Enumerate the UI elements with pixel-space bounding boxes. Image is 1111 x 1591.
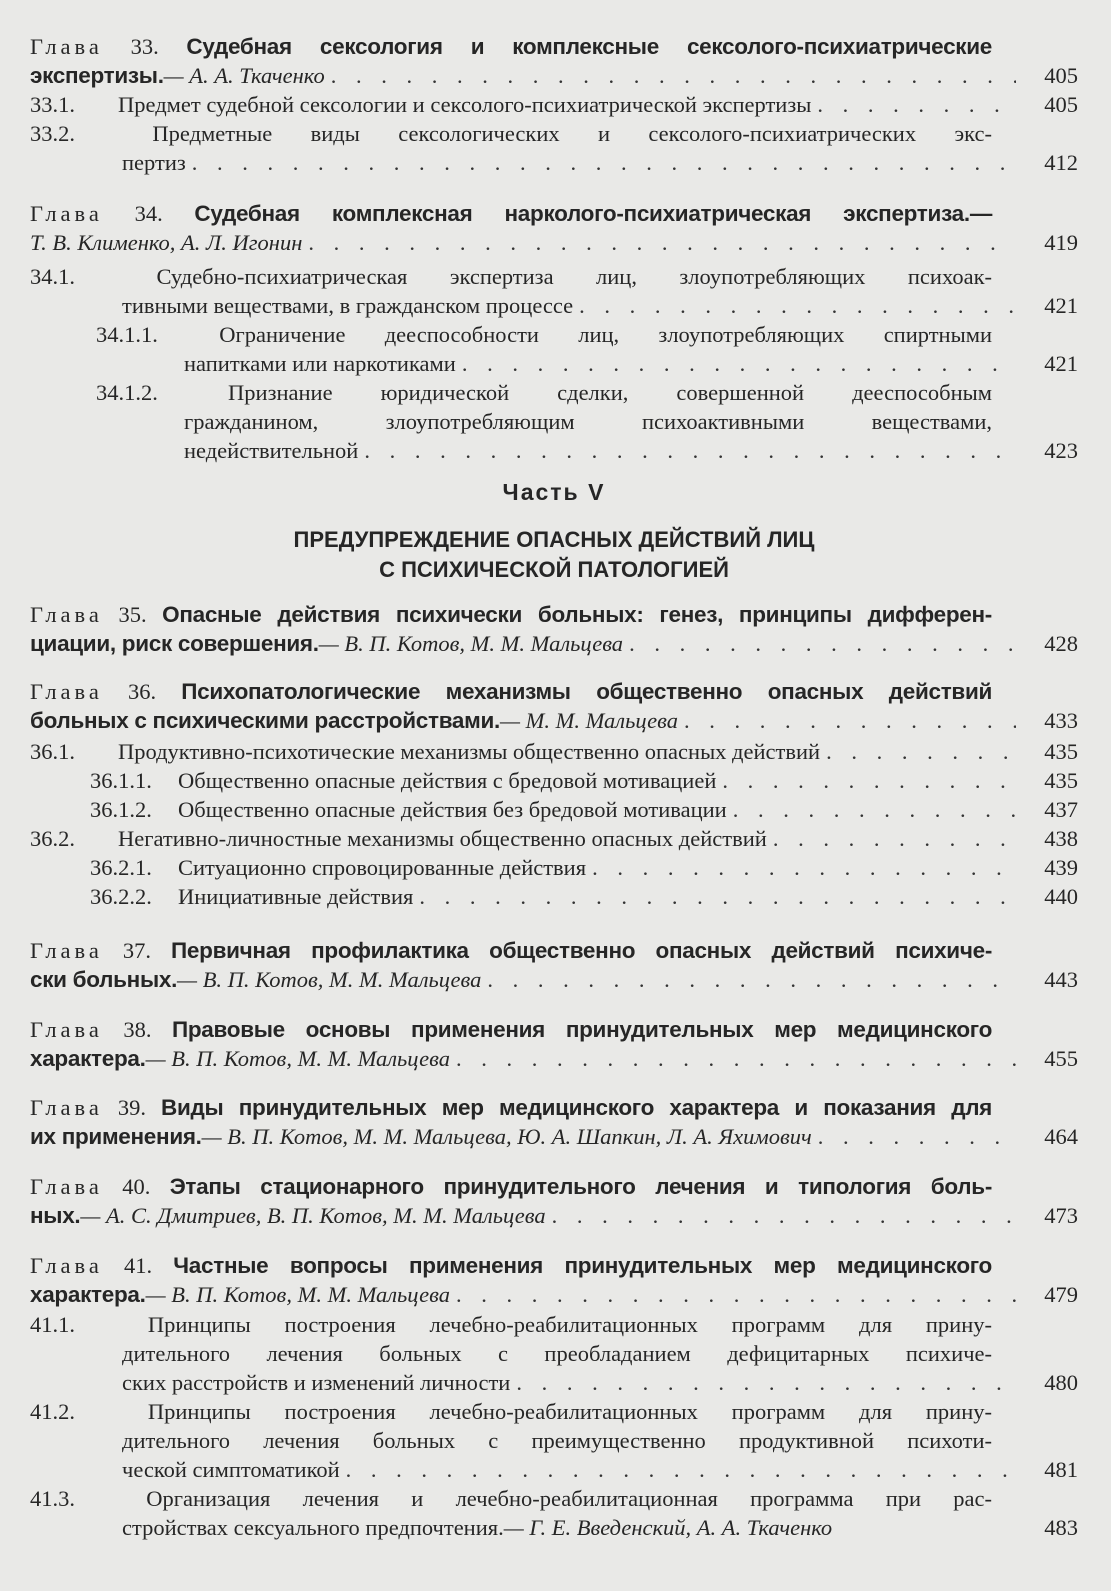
page-number: 435 [1044, 768, 1078, 793]
chapter-title: Судебная сексология и комплексные сексолого-психиатрические [186, 34, 992, 59]
section-number: 36.1.2. [90, 797, 152, 822]
section-title-cont: гражданином, злоупотребляющим психоактивными веществами, [184, 409, 992, 434]
leader-dots [364, 436, 1016, 465]
chapter-number: 35. [118, 602, 147, 627]
toc-section-41-2 [30, 1397, 1078, 1484]
leader-dots [722, 766, 1016, 795]
section-number: 33.2. [30, 121, 75, 146]
part-title: Часть V [502, 479, 606, 505]
chapter-title-cont: экспертизы. [30, 63, 164, 88]
chapter-authors: В. П. Котов, М. М. Мальцева [171, 1282, 450, 1307]
page-number: 419 [1044, 230, 1078, 255]
chapter-authors: В. П. Котов, М. М. Мальцева [344, 631, 624, 656]
chapter-authors: А. А. Ткаченко [189, 63, 325, 88]
dash: — [201, 1124, 222, 1149]
page-number: 464 [1044, 1124, 1078, 1149]
leader-dots [308, 228, 1016, 257]
toc-chapter-37 [30, 936, 1078, 994]
section-number: 41.1. [30, 1312, 75, 1337]
page-number: 479 [1044, 1282, 1078, 1307]
section-title-cont: дительного лечения больных с преобладанием дефицитарных психиче- [122, 1341, 992, 1366]
dash: — [145, 1046, 166, 1071]
toc-chapter-34 [30, 199, 1078, 257]
page-number: 481 [1044, 1457, 1078, 1482]
chapter-title: Виды принудительных мер медицинского характера и показания для [161, 1095, 993, 1120]
toc-subsection-36-2-2 [90, 882, 1078, 911]
toc-chapter-33 [30, 32, 1078, 90]
leader-dots [684, 706, 1016, 735]
page-number: 435 [1044, 739, 1078, 764]
dash: — [80, 1203, 101, 1228]
chapter-number: 38. [123, 1017, 152, 1042]
section-title: Принципы построения лечебно-реабилитационных программ для прину- [147, 1399, 993, 1424]
leader-dots [733, 795, 1016, 824]
leader-dots [456, 1280, 1016, 1309]
page-number: 440 [1044, 884, 1078, 909]
dash: — [318, 631, 339, 656]
page-number: 480 [1044, 1370, 1078, 1395]
chapter-title-cont: характера. [30, 1282, 146, 1307]
section-number: 36.2.2. [90, 884, 152, 909]
chapter-title: Частные вопросы применения принудительных мер медицинского [173, 1253, 992, 1278]
toc-section-36-1 [30, 737, 1078, 766]
section-title-cont: недействительной [184, 438, 359, 463]
section-number: 36.1. [30, 739, 75, 764]
chapter-label: Глава [30, 1174, 103, 1199]
page-number: 405 [1044, 92, 1078, 117]
section-number: 41.2. [30, 1399, 75, 1424]
chapter-number: 40. [122, 1174, 151, 1199]
chapter-label: Глава [30, 1253, 103, 1278]
leader-dots [629, 629, 1016, 658]
chapter-title: Опасные действия психически больных: генез, принципы дифферен- [162, 602, 992, 627]
toc-section-33-2 [30, 119, 1078, 177]
section-number: 36.2. [30, 826, 75, 851]
chapter-label: Глава [30, 938, 103, 963]
leader-dots [487, 965, 1016, 994]
leader-dots [826, 737, 1016, 766]
toc-chapter-35 [30, 600, 1078, 658]
section-title-cont: дительного лечения больных с преимущественно продуктивной психоти- [122, 1428, 992, 1453]
toc-subsection-34-1-2 [96, 378, 1078, 465]
section-title: Ограничение дееспособности лиц, злоупотребляющих спиртными [219, 322, 992, 347]
toc-chapter-40 [30, 1172, 1078, 1230]
leader-dots [516, 1368, 1016, 1397]
chapter-number: 34. [134, 201, 163, 226]
section-title-cont: тивными веществами, в гражданском процессе [122, 293, 574, 318]
toc-chapter-36 [30, 677, 1078, 735]
toc-subsection-36-1-2 [90, 795, 1078, 824]
toc-section-41-1 [30, 1310, 1078, 1397]
chapter-authors: Т. В. Клименко, А. Л. Игонин [30, 230, 303, 255]
page-number: 439 [1044, 855, 1078, 880]
section-title: Общественно опасные действия с бредовой мотивацией [178, 768, 717, 793]
section-number: 41.3. [30, 1486, 75, 1511]
page-number: 483 [1044, 1515, 1078, 1540]
section-number: 36.1.1. [90, 768, 152, 793]
chapter-authors: А. С. Дмитриев, В. П. Котов, М. М. Мальцева [106, 1203, 546, 1228]
chapter-label: Глава [30, 201, 103, 226]
chapter-title-cont: ски больных. [30, 967, 178, 992]
chapter-authors: М. М. Мальцева [525, 708, 678, 733]
chapter-authors: В. П. Котов, М. М. Мальцева [171, 1046, 450, 1071]
part-subtitle-line-1: ПРЕДУПРЕЖДЕНИЕ ОПАСНЫХ ДЕЙСТВИЙ ЛИЦ [293, 527, 815, 552]
leader-dots [817, 90, 1016, 119]
chapter-number: 39. [117, 1095, 147, 1120]
dash: — [163, 63, 184, 88]
page-number: 428 [1044, 631, 1078, 656]
leader-dots [579, 291, 1016, 320]
leader-dots [773, 824, 1016, 853]
chapter-number: 37. [122, 938, 152, 963]
section-title: Негативно-личностные механизмы общественно опасных действий [118, 826, 767, 851]
chapter-number: 36. [128, 679, 157, 704]
toc-section-34-1 [30, 262, 1078, 320]
section-title-cont: стройствах сексуального предпочтения. [122, 1515, 504, 1540]
section-title-cont: ских расстройств и изменений личности [122, 1370, 511, 1395]
section-number: 36.2.1. [90, 855, 152, 880]
leader-dots [346, 1455, 1016, 1484]
leader-dots [192, 148, 1016, 177]
page-number: 455 [1044, 1046, 1078, 1071]
toc-section-33-1 [30, 90, 1078, 119]
page-number: 412 [1044, 150, 1078, 175]
leader-dots [592, 853, 1016, 882]
toc-chapter-41 [30, 1251, 1078, 1309]
section-authors: Г. Е. Введенский, А. А. Ткаченко [529, 1515, 833, 1540]
chapter-label: Глава [30, 1017, 103, 1042]
leader-dots [462, 349, 1016, 378]
page-number: 405 [1044, 63, 1078, 88]
section-number: 33.1. [30, 92, 75, 117]
chapter-title: Психопатологические механизмы общественно опасных действий [181, 679, 993, 704]
page-number: 421 [1044, 351, 1078, 376]
page-number: 473 [1044, 1203, 1078, 1228]
chapter-authors: В. П. Котов, М. М. Мальцева, Ю. А. Шапкин, Л. А. Яхимович [227, 1124, 812, 1149]
leader-dots [419, 882, 1016, 911]
section-title: Принципы построения лечебно-реабилитационных программ для прину- [147, 1312, 993, 1337]
dash: — [503, 1515, 524, 1540]
chapter-title: Правовые основы применения принудительных мер медицинского [171, 1017, 993, 1042]
page-number: 421 [1044, 293, 1078, 318]
leader-dots [331, 61, 1016, 90]
part-subtitle-line-2: С ПСИХИЧЕСКОЙ ПАТОЛОГИЕЙ [379, 557, 729, 582]
dash: — [177, 967, 198, 992]
toc-section-36-2 [30, 824, 1078, 853]
chapter-label: Глава [30, 679, 103, 704]
section-title: Продуктивно-психотические механизмы общественно опасных действий [118, 739, 821, 764]
chapter-title: Первичная профилактика общественно опасных действий психиче- [171, 938, 993, 963]
toc-subsection-36-2-1 [90, 853, 1078, 882]
chapter-title: Судебная комплексная нарколого-психиатрическая экспертиза.— [194, 201, 993, 226]
toc-chapter-38 [30, 1015, 1078, 1073]
section-title: Инициативные действия [178, 884, 414, 909]
chapter-title: Этапы стационарного принудительного лечения и типология боль- [169, 1174, 993, 1199]
toc-subsection-34-1-1 [96, 320, 1078, 378]
toc-subsection-36-1-1 [90, 766, 1078, 795]
chapter-number: 41. [124, 1253, 153, 1278]
dash: — [499, 708, 520, 733]
toc-chapter-39 [30, 1093, 1078, 1151]
chapter-title-cont: циации, риск совершения. [30, 631, 319, 656]
chapter-title-cont: характера. [30, 1046, 146, 1071]
chapter-title-cont: ных. [30, 1203, 81, 1228]
chapter-label: Глава [30, 34, 103, 59]
section-title: Организация лечения и лечебно-реабилитационная программа при рас- [146, 1486, 993, 1511]
section-number: 34.1.1. [96, 322, 158, 347]
section-title: Предметные виды сексологических и сексолого-психиатрических экс- [152, 121, 992, 146]
page-number: 423 [1044, 438, 1078, 463]
chapter-label: Глава [30, 1095, 103, 1120]
page-number: 433 [1044, 708, 1078, 733]
page-number: 437 [1044, 797, 1078, 822]
section-title-cont: пертиз [122, 150, 186, 175]
leader-dots [552, 1201, 1016, 1230]
chapter-label: Глава [30, 602, 103, 627]
page-number: 438 [1044, 826, 1078, 851]
section-title: Предмет судебной сексологии и сексолого-психиатрической экспертизы [118, 92, 812, 117]
chapter-authors: В. П. Котов, М. М. Мальцева [202, 967, 482, 992]
toc-section-41-3 [30, 1484, 1078, 1542]
chapter-title-cont: больных с психическими расстройствами. [30, 708, 500, 733]
section-number: 34.1.2. [96, 380, 158, 405]
section-title-cont: напитками или наркотиками [184, 351, 456, 376]
section-number: 34.1. [30, 264, 75, 289]
section-title: Судебно-психиатрическая экспертиза лиц, злоупотребляющих психоак- [156, 264, 992, 289]
page-number: 443 [1044, 967, 1078, 992]
section-title-cont: ческой симптоматикой [122, 1457, 340, 1482]
dash: — [145, 1282, 166, 1307]
leader-dots [456, 1044, 1016, 1073]
section-title: Ситуационно спровоцированные действия [178, 855, 587, 880]
chapter-title-cont: их применения. [30, 1124, 202, 1149]
chapter-number: 33. [130, 34, 159, 59]
section-title: Признание юридической сделки, совершенной дееспособным [228, 380, 992, 405]
section-title: Общественно опасные действия без бредовой мотивации [178, 797, 727, 822]
leader-dots [818, 1122, 1016, 1151]
